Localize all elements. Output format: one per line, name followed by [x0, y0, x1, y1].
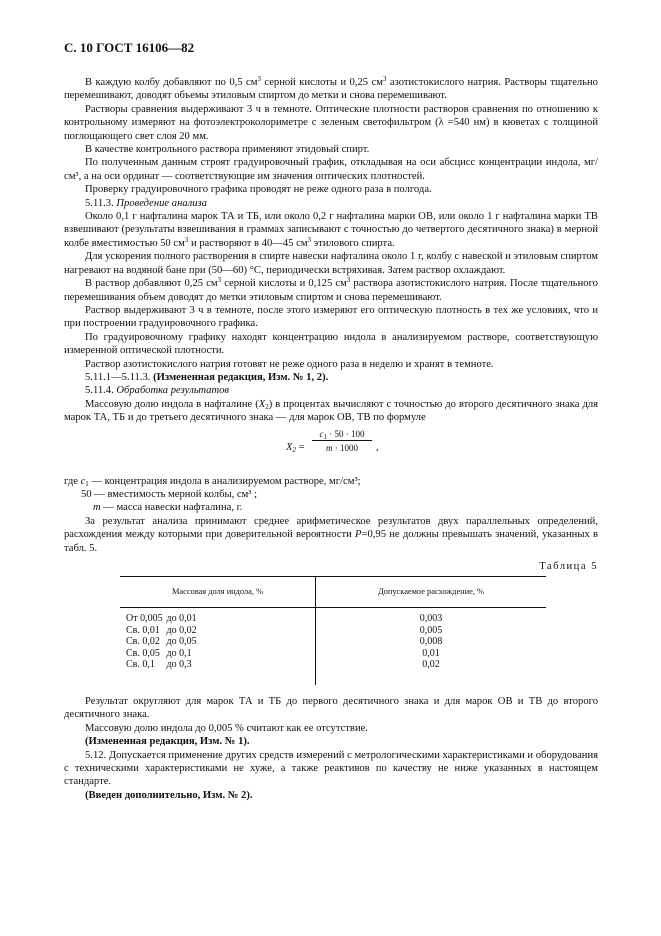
legend-m: m — масса навески нафталина, г. — [93, 502, 243, 514]
table-row: Св. 0,01 до 0,02 0,005 — [120, 625, 546, 637]
table-row: Св. 0,05 до 0,1 0,01 — [120, 648, 546, 660]
paragraph-reagent-storage: Раствор азотистокислого натрия готовят не реже одного раза в неделю и хранят в темноте. — [85, 358, 494, 370]
formula-numerator: $c_1 \cdot 50 \cdot 100$ — [312, 429, 372, 441]
section-5-11-4-heading: 5.11.4. Обработка результатов — [85, 385, 230, 397]
legend-50: 50 — вместимость мерной колбы, см³ ; — [81, 488, 258, 500]
amendment-note-3: (Введен дополнительно, Изм. № 2). — [85, 789, 253, 801]
section-5-11-3-heading: 5.11.3. Проведение анализа — [85, 197, 207, 209]
paragraph-result: За результат анализа принимают среднее арифметическое результатов двух параллельных определений, расхождения между которыми при доверительной вероятности P=0,95 не должны превышать значений, указанных в табл. 5. — [64, 515, 598, 554]
paragraph-dissolution: Для ускорения полного растворения в спирте навески нафталина около 1 г, колбу с навеской и этиловым спиртом нагревают на водяной бане при (50—60) °С, периодически встряхивая. Затем раствор охлаждают. — [64, 251, 598, 276]
paragraph-add-acid: В каждую колбу добавляют по 0,5 $см^3$ серной кислоты и 0,25 $см^3$ азотистокислого натрия. Растворы тщательно перемешивают, доводят объемы этиловым спиртом до метки и снова перемешивают. — [64, 75, 598, 102]
paragraph-calibration-graph: По полученным данным строят градуировочный график, откладывая на оси абсцисс концентрации индола, мг/см³, а на оси ординат — соответствующие им значения оптических плотностей. — [64, 157, 598, 182]
paragraph-5-12: 5.12. Допускается применение других средств измерений с метрологическими характеристиками и оборудования с техническими характеристиками не хуже, а также реактивов по качеству не ниже указанных в настоящем стандарте. — [64, 749, 598, 788]
table-header-tolerance: Допускаемое расхождение, % — [316, 577, 547, 608]
table-header-mass-fraction: Массовая доля индола, % — [120, 577, 316, 608]
amendment-note-2: (Измененная редакция, Изм. № 1). — [85, 736, 250, 748]
formula-denominator: m · 1000 — [326, 442, 358, 453]
formula-legend — [64, 475, 598, 515]
paragraph-absence: Массовую долю индола до 0,005 % считают как ее отсутствие. — [85, 722, 368, 734]
paragraph-calculation: Массовую долю индола в нафталине $(X_2)$ в процентах вычисляют с точностью до второго десятичного знака для марок ТА, ТБ и до третьего десятичного знака — для марок ОВ, ТВ по формуле — [64, 398, 598, 424]
paragraph-measure-density: Раствор выдерживают 3 ч в темноте, после этого измеряют его оптическую плотность в тех же условиях, что и при построении градуировочного графика. — [64, 304, 598, 330]
paragraph-reference-solutions: Растворы сравнения выдерживают 3 ч в темноте. Оптические плотности растворов сравнения по отношению к контрольному измеряют на фотоэлектроколориметре с зеленым светофильтром (λ =540 нм) в кюветах с толщиной поглощающего свет слоя 20 мм. — [64, 103, 598, 142]
paragraph-control-solution: В качестве контрольного раствора применяют этидовый спирт. — [85, 144, 370, 156]
document-page — [64, 40, 598, 802]
paragraph-find-concentration: По градуировочному графику находят концентрацию индола в анализируемом растворе, соответствующую измеренной оптической плотности. — [64, 331, 598, 357]
formula-lhs: $X_2$ = — [286, 441, 305, 454]
formula-fraction — [312, 429, 372, 453]
table-5 — [120, 576, 546, 685]
legend-c1: где $c_1$ — концентрация индола в анализируемом растворе, мг/см³; — [64, 475, 361, 488]
paragraph-add-reagents: В раствор добавляют 0,25 $см^3$ серной кислоты и 0,125 $см^3$ раствора азотистокислого натрия. После тщательного перемешивания объем доводят до метки этиловым спиртом и снова перемешивают. — [64, 276, 598, 303]
table-row: Св. 0,1 до 0,3 0,02 — [120, 659, 546, 685]
table-row: Св. 0,02 до 0,05 0,008 — [120, 636, 546, 648]
amendment-note-1: 5.11.1—5.11.3. (Измененная редакция, Изм. № 1, 2). — [85, 371, 329, 383]
paragraph-weighing: Около 0,1 г нафталина марок ТА и ТБ, или около 0,2 г нафталина марки ОВ, или около 1 г нафталина марки ТВ взвешивают (результаты взвешивания в граммах записывают с точностью до четвертого десятичного знака) в мерной колбе вместимостью 50 $см^3$ и растворяют в 40—45 $см^3$ этилового спирта. — [64, 211, 598, 249]
paragraph-graph-check: Проверку градуировочного графика проводят не реже одного раза в полгода. — [85, 184, 432, 196]
paragraph-rounding: Результат округляют для марок ТА и ТБ до первого десятичного знака и для марок ОВ и ТВ до второго десятичного знака. — [64, 695, 598, 721]
page-header: С. 10 ГОСТ 16106—82 — [64, 40, 195, 55]
table-row: От 0,005 до 0,01 0,003 — [120, 608, 546, 625]
formula-x2: $X_2$ = $\frac{c_1 \cdot 50 \cdot 100}{m \cdot 1000}$ , — [286, 428, 379, 454]
table-5-caption: Таблица 5 — [539, 561, 598, 572]
